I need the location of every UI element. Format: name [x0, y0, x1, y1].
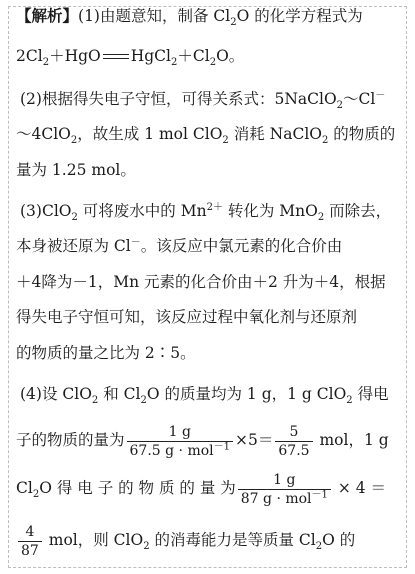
fraction-2: $\frac{5}{67.5}$ [275, 423, 312, 460]
line-2c: 量为 1.25 mol。 [16, 161, 136, 179]
line-2b: ～4ClO$_2$，故生成 1 mol ClO$_2$ 消耗 NaClO$_2$ 的物质的 [16, 125, 396, 147]
equal-sign-icon [101, 46, 131, 66]
line-4c: $Cl_2O$ 得 电 子 的 物 质 的 量 为 $\frac{1 g}{87 g \cdot mol^{-1}}$ × 4 ＝ [16, 471, 387, 507]
line-3c: ＋4降为－1，Mn 元素的化合价由＋2 升为＋4，根据 [16, 273, 386, 291]
fraction-3: $\frac{1 g}{87 g \cdot mol^{-1}}$ [238, 471, 331, 508]
line-3a: (3)ClO$_2$ 可将废水中的 $Mn^{2+}$ 转化为 MnO$_2$ 而除去， [20, 201, 392, 224]
line-4b: 子的物质的量为 $\frac{1 g}{67.5 g \cdot mol^{-1}}$ ×5＝ $\frac{5}{67.5}$ mol，1 g [16, 423, 389, 459]
line-3e: 的物质的量之比为 2∶5。 [16, 344, 196, 362]
fraction-1: $\frac{1 g}{67.5 g \cdot mol^{-1}}$ [127, 423, 234, 460]
fraction-4: $\frac{4}{87}$ [18, 523, 42, 560]
analysis-tag: 【解析】 [16, 7, 79, 25]
equation-line: $2Cl_2+HgO$ $HgCl_2+Cl_2O$。 [16, 47, 245, 69]
line-4a: (4)设 ClO$_2$ 和 $Cl_2O$ 的质量均为 1 g，1 g ClO$_2$ 得电 [20, 385, 389, 407]
line-3d: 得失电子守恒可知，该反应过程中氧化剂与还原剂 [16, 308, 358, 326]
line-1: 【解析】(1)由题意知，制备 $Cl_2O$ 的化学方程式为 [16, 7, 363, 29]
line-4d: $\frac{4}{87}$ mol，则 ClO$_2$ 的消毒能力是等质量 $Cl_2O$ 的 [16, 520, 355, 560]
line-3b: 本身被还原为 Cl－。该反应中氯元素的化合价由 [16, 236, 343, 255]
line-2a: (2)根据得失电子守恒，可得关系式：5NaClO$_2$～Cl－ [20, 89, 386, 112]
